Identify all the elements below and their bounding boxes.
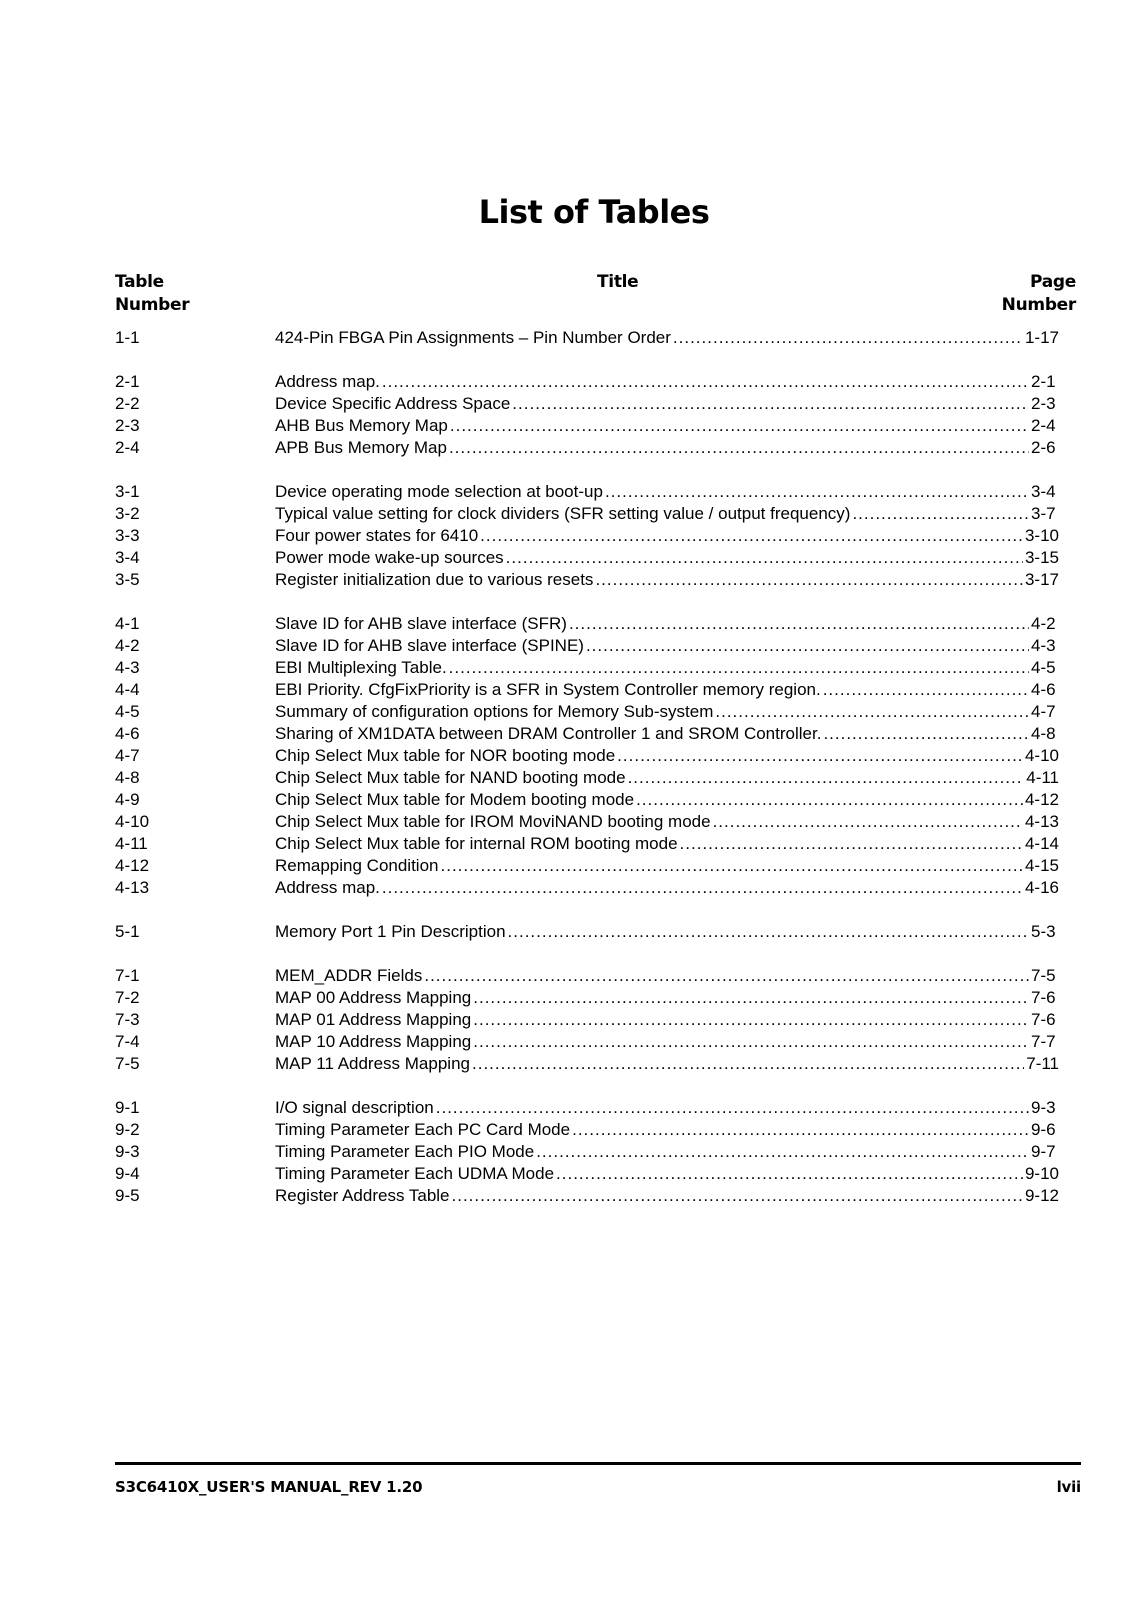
- entry-line: [275, 1009, 1059, 1031]
- toc-entry[interactable]: [115, 1097, 1061, 1119]
- toc-entry[interactable]: [115, 371, 1061, 393]
- page-number: 4-16: [1024, 878, 1059, 897]
- entry-line: [275, 723, 1059, 745]
- entry-line: [275, 635, 1059, 657]
- table-title: Chip Select Mux table for IROM MoviNAND booting mode: [275, 812, 711, 831]
- dot-leader: [473, 987, 1029, 1009]
- table-title: I/O signal description: [275, 1098, 434, 1117]
- table-title: Timing Parameter Each PC Card Mode: [275, 1120, 571, 1139]
- table-title: Sharing of XM1DATA between DRAM Controller 1 and SROM Controller.: [275, 724, 822, 743]
- table-number: 3-4: [115, 548, 140, 567]
- table-title: MAP 11 Address Mapping: [275, 1054, 470, 1073]
- toc-entry[interactable]: [115, 965, 1061, 987]
- toc-entry[interactable]: [115, 327, 1061, 349]
- toc-entry[interactable]: [115, 635, 1061, 657]
- entry-line: [275, 1163, 1059, 1185]
- toc-group: [115, 965, 1061, 1075]
- table-title: Four power states for 6410: [275, 526, 479, 545]
- toc-entry[interactable]: [115, 767, 1061, 789]
- page-number: 2-6: [1031, 438, 1056, 457]
- dot-leader: [673, 327, 1023, 349]
- entry-line: [275, 833, 1059, 855]
- page-number: 3-15: [1024, 548, 1059, 567]
- page-number: 4-15: [1024, 856, 1059, 875]
- footer-page-number: lvii: [1056, 1478, 1081, 1496]
- entry-line: [275, 679, 1059, 701]
- table-number: 4-12: [115, 856, 150, 875]
- entry-line: [275, 811, 1059, 833]
- table-title: Timing Parameter Each PIO Mode: [275, 1142, 535, 1161]
- table-title: MAP 01 Address Mapping: [275, 1010, 472, 1029]
- page-number: 7-7: [1031, 1032, 1056, 1051]
- page-number: 4-14: [1024, 834, 1059, 853]
- table-number: 2-3: [115, 416, 140, 435]
- table-number: 4-13: [115, 878, 150, 897]
- table-number: 2-4: [115, 438, 140, 457]
- dot-leader: [556, 1163, 1023, 1185]
- table-title: Register Address Table: [275, 1186, 450, 1205]
- page-number: 9-7: [1031, 1142, 1056, 1161]
- header-page-label: Page: [1030, 272, 1076, 292]
- table-title: Slave ID for AHB slave interface (SPINE): [275, 636, 584, 655]
- toc-entry[interactable]: [115, 437, 1061, 459]
- toc-entry[interactable]: [115, 547, 1061, 569]
- page-number: 7-6: [1031, 1010, 1056, 1029]
- page-number: 3-17: [1024, 570, 1059, 589]
- table-number: 3-3: [115, 526, 140, 545]
- entry-line: [275, 569, 1059, 591]
- table-number: 9-5: [115, 1186, 140, 1205]
- entry-line: [275, 965, 1059, 987]
- toc-entry[interactable]: [115, 393, 1061, 415]
- table-title: AHB Bus Memory Map: [275, 416, 448, 435]
- entry-line: [275, 1185, 1059, 1207]
- table-title: APB Bus Memory Map: [275, 438, 447, 457]
- table-number-header: [115, 271, 189, 317]
- table-number: 3-5: [115, 570, 140, 589]
- table-title: Chip Select Mux table for Modem booting mode: [275, 790, 635, 809]
- toc-entry[interactable]: [115, 921, 1061, 943]
- page-number: 4-8: [1031, 724, 1056, 743]
- table-title: Address map.: [275, 372, 380, 391]
- dot-leader: [595, 569, 1023, 591]
- header-number-label: Number: [115, 295, 190, 315]
- table-title: EBI Multiplexing Table.: [275, 658, 447, 677]
- entry-line: [275, 547, 1059, 569]
- footer-manual-title: S3C6410X_USER'S MANUAL_REV 1.20: [115, 1478, 423, 1496]
- page-number: 7-5: [1031, 966, 1056, 985]
- toc-entry[interactable]: [115, 415, 1061, 437]
- table-number: 4-3: [115, 658, 140, 677]
- table-number: 4-9: [115, 790, 140, 809]
- entry-line: [275, 855, 1059, 877]
- table-title: Typical value setting for clock dividers (SFR setting value / output frequency): [275, 504, 851, 523]
- entry-line: [275, 525, 1059, 547]
- table-number: 7-3: [115, 1010, 140, 1029]
- toc-entry[interactable]: [115, 1031, 1061, 1053]
- toc-group: [115, 921, 1061, 943]
- toc-entry[interactable]: [115, 613, 1061, 635]
- table-number: 2-1: [115, 372, 140, 391]
- page-number: 9-10: [1024, 1164, 1059, 1183]
- table-number: 4-2: [115, 636, 140, 655]
- table-title: Address map.: [275, 878, 380, 897]
- dot-leader: [536, 1141, 1029, 1163]
- toc-entry[interactable]: [115, 811, 1061, 833]
- dot-leader: [680, 833, 1023, 855]
- table-title: Summary of configuration options for Memory Sub-system: [275, 702, 714, 721]
- page-number: 3-4: [1031, 482, 1056, 501]
- entry-line: [275, 327, 1059, 349]
- table-title: EBI Priority. CfgFixPriority is a SFR in System Controller memory region.: [275, 680, 821, 699]
- table-number: 9-2: [115, 1120, 140, 1139]
- table-number: 4-11: [115, 834, 148, 853]
- toc-entry[interactable]: [115, 1163, 1061, 1185]
- table-title: Register initialization due to various resets: [275, 570, 594, 589]
- table-number: 7-4: [115, 1032, 140, 1051]
- dot-leader: [441, 855, 1023, 877]
- table-number: 4-10: [115, 812, 150, 831]
- table-number: 2-2: [115, 394, 140, 413]
- toc-entry[interactable]: [115, 701, 1061, 723]
- table-title: MAP 00 Address Mapping: [275, 988, 472, 1007]
- dot-leader: [569, 613, 1029, 635]
- dot-leader: [480, 525, 1023, 547]
- table-title: Remapping Condition: [275, 856, 439, 875]
- table-number: 9-1: [115, 1098, 140, 1117]
- page-number: 4-3: [1031, 636, 1056, 655]
- toc-entry[interactable]: [115, 1119, 1061, 1141]
- dot-leader: [506, 547, 1023, 569]
- entry-line: [275, 745, 1059, 767]
- toc-entry[interactable]: [115, 503, 1061, 525]
- dot-leader: [424, 965, 1029, 987]
- dot-leader: [636, 789, 1023, 811]
- toc-entry[interactable]: [115, 855, 1061, 877]
- page-number: 4-2: [1031, 614, 1056, 633]
- page-number: 3-7: [1031, 504, 1056, 523]
- entry-line: [275, 1141, 1059, 1163]
- entry-line: [275, 701, 1059, 723]
- table-number: 3-1: [115, 482, 140, 501]
- entry-line: [275, 657, 1059, 679]
- page-number: 9-12: [1024, 1186, 1059, 1205]
- toc-entry[interactable]: [115, 987, 1061, 1009]
- page-number: 3-10: [1024, 526, 1059, 545]
- page-number: 2-3: [1031, 394, 1056, 413]
- toc-entry[interactable]: [115, 1009, 1061, 1031]
- dot-leader: [715, 701, 1029, 723]
- table-number: 5-1: [115, 922, 140, 941]
- entry-line: [275, 437, 1059, 459]
- toc-group: [115, 613, 1061, 899]
- table-number: 4-1: [115, 614, 140, 633]
- dot-leader: [436, 1097, 1029, 1119]
- toc-group: [115, 371, 1061, 459]
- toc-entry[interactable]: [115, 1053, 1061, 1075]
- table-number: 7-5: [115, 1054, 140, 1073]
- table-number: 7-2: [115, 988, 140, 1007]
- table-title: Slave ID for AHB slave interface (SFR): [275, 614, 567, 633]
- page-number-header: [1002, 271, 1076, 317]
- toc-entry[interactable]: [115, 569, 1061, 591]
- entry-line: [275, 921, 1059, 943]
- header-page-number-label: Number: [1001, 295, 1076, 315]
- dot-leader: [823, 723, 1029, 745]
- dot-leader: [472, 1053, 1024, 1075]
- table-number: 4-8: [115, 768, 140, 787]
- page-number: 4-7: [1031, 702, 1056, 721]
- dot-leader: [823, 679, 1029, 701]
- table-number: 4-7: [115, 746, 140, 765]
- page-number: 1-17: [1024, 328, 1059, 347]
- entry-line: [275, 503, 1059, 525]
- table-number: 1-1: [115, 328, 140, 347]
- toc-entry[interactable]: [115, 657, 1061, 679]
- dot-leader: [382, 371, 1029, 393]
- entry-line: [275, 393, 1059, 415]
- toc-entry[interactable]: [115, 789, 1061, 811]
- toc-entry[interactable]: [115, 481, 1061, 503]
- entry-line: [275, 987, 1059, 1009]
- dot-leader: [452, 1185, 1023, 1207]
- toc-entry[interactable]: [115, 1185, 1061, 1207]
- entry-line: [275, 613, 1059, 635]
- page-number: 4-12: [1024, 790, 1059, 809]
- entry-line: [275, 371, 1059, 393]
- table-title: MEM_ADDR Fields: [275, 966, 423, 985]
- toc-entry[interactable]: [115, 525, 1061, 547]
- table-title: Power mode wake-up sources: [275, 548, 504, 567]
- table-title: Chip Select Mux table for NAND booting mode: [275, 768, 626, 787]
- page-number: 2-4: [1031, 416, 1056, 435]
- table-title: 424-Pin FBGA Pin Assignments – Pin Number Order: [275, 328, 671, 347]
- toc-entry[interactable]: [115, 679, 1061, 701]
- table-title: Timing Parameter Each UDMA Mode: [275, 1164, 555, 1183]
- dot-leader: [572, 1119, 1029, 1141]
- page-number: 2-1: [1031, 372, 1056, 391]
- page-number: 9-3: [1031, 1098, 1056, 1117]
- page-number: 7-6: [1031, 988, 1056, 1007]
- dot-leader: [449, 657, 1029, 679]
- toc-entry[interactable]: [115, 833, 1061, 855]
- toc-group: [115, 481, 1061, 591]
- dot-leader: [450, 415, 1029, 437]
- entry-line: [275, 877, 1059, 899]
- table-number: 4-4: [115, 680, 140, 699]
- page-number: 5-3: [1031, 922, 1056, 941]
- entry-line: [275, 1119, 1059, 1141]
- dot-leader: [382, 877, 1023, 899]
- toc-entry[interactable]: [115, 745, 1061, 767]
- toc-group: [115, 327, 1061, 349]
- dot-leader: [617, 745, 1023, 767]
- dot-leader: [713, 811, 1023, 833]
- dot-leader: [628, 767, 1025, 789]
- dot-leader: [473, 1031, 1029, 1053]
- entry-line: [275, 1031, 1059, 1053]
- title-header: Title: [597, 272, 639, 292]
- table-number: 9-3: [115, 1142, 140, 1161]
- entry-line: [275, 1097, 1059, 1119]
- page-number: 4-5: [1031, 658, 1056, 677]
- dot-leader: [605, 481, 1029, 503]
- entry-line: [275, 415, 1059, 437]
- table-title: Chip Select Mux table for internal ROM booting mode: [275, 834, 678, 853]
- footer-divider: [115, 1462, 1081, 1465]
- toc-group: [115, 1097, 1061, 1207]
- table-number: 4-5: [115, 702, 140, 721]
- toc-entry[interactable]: [115, 723, 1061, 745]
- table-number: 7-1: [115, 966, 140, 985]
- page-title: List of Tables: [478, 193, 710, 231]
- entry-line: [275, 1053, 1059, 1075]
- header-table-label: Table: [115, 272, 164, 292]
- dot-leader: [852, 503, 1029, 525]
- table-title: Memory Port 1 Pin Description: [275, 922, 506, 941]
- page-number: 4-13: [1024, 812, 1059, 831]
- dot-leader: [586, 635, 1029, 657]
- entry-line: [275, 789, 1059, 811]
- table-title: MAP 10 Address Mapping: [275, 1032, 472, 1051]
- page-number: 4-10: [1024, 746, 1059, 765]
- table-title: Device operating mode selection at boot-up: [275, 482, 603, 501]
- table-number: 3-2: [115, 504, 140, 523]
- page-number: 9-6: [1031, 1120, 1056, 1139]
- table-number: 9-4: [115, 1164, 140, 1183]
- table-title: Device Specific Address Space: [275, 394, 511, 413]
- dot-leader: [449, 437, 1029, 459]
- table-of-contents: [115, 327, 1061, 1229]
- table-number: 4-6: [115, 724, 140, 743]
- page-number: 4-6: [1031, 680, 1056, 699]
- page-number: 4-11: [1026, 768, 1059, 787]
- page-number: 7-11: [1026, 1054, 1059, 1073]
- entry-line: [275, 481, 1059, 503]
- toc-entry[interactable]: [115, 877, 1061, 899]
- dot-leader: [512, 393, 1029, 415]
- dot-leader: [508, 921, 1029, 943]
- toc-entry[interactable]: [115, 1141, 1061, 1163]
- table-title: Chip Select Mux table for NOR booting mode: [275, 746, 616, 765]
- entry-line: [275, 767, 1059, 789]
- dot-leader: [473, 1009, 1029, 1031]
